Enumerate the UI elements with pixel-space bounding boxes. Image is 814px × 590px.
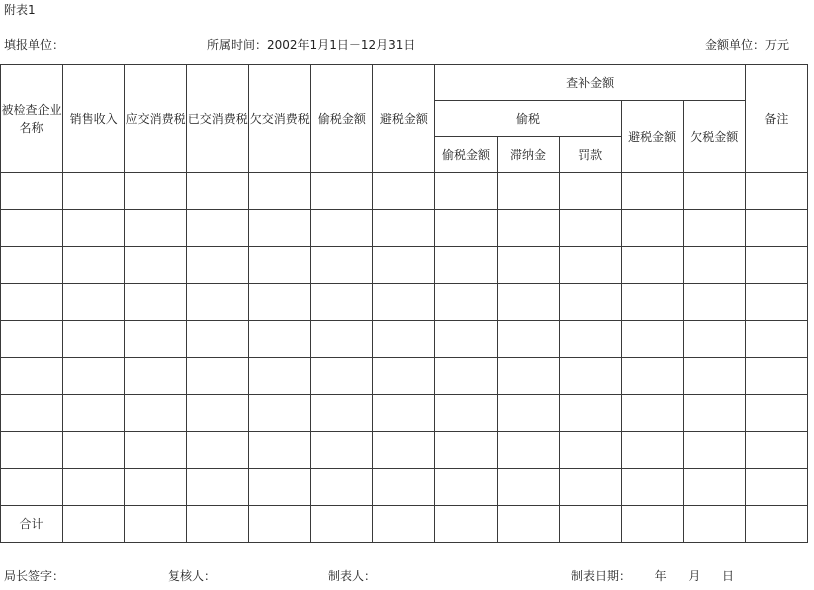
reporting-unit-label: 填报单位： [4, 38, 65, 52]
preparer-label: 制表人： [328, 569, 377, 583]
date-label: 制表日期： [571, 569, 632, 583]
date-day: 日 [722, 569, 735, 583]
header-consumption-tax-owed: 欠交消费税 [249, 65, 311, 173]
table-row [1, 469, 808, 506]
table-row [1, 432, 808, 469]
table-row [1, 247, 808, 284]
header-tax-avoidance-amount: 避税金额 [373, 65, 435, 173]
header-evasion-group: 偷税 [435, 101, 621, 137]
header-sup-avoidance-amount: 避税金额 [621, 101, 683, 173]
header-company-name: 被检查企业名称 [1, 65, 63, 173]
header-consumption-tax-paid: 已交消费税 [187, 65, 249, 173]
table-row [1, 395, 808, 432]
table-row [1, 358, 808, 395]
period-value: 2002年1月1日－12月31日 [267, 38, 416, 52]
director-signature-label: 局长签字： [4, 569, 65, 583]
header-evasion-sub-amount: 偷税金额 [435, 137, 497, 173]
header-penalty: 罚款 [559, 137, 621, 173]
header-sup-owed-amount: 欠税金额 [683, 101, 745, 173]
tax-inspection-table [0, 64, 808, 543]
total-label: 合计 [1, 506, 63, 543]
table-row [1, 173, 808, 210]
header-late-fee: 滞纳金 [497, 137, 559, 173]
total-row [1, 506, 808, 543]
reviewer-label: 复核人： [168, 569, 217, 583]
header-consumption-tax-payable: 应交消费税 [125, 65, 187, 173]
amount-unit-label: 金额单位：万元 [705, 38, 790, 52]
header-remarks: 备注 [745, 65, 807, 173]
header-supplementary-amount: 查补金额 [435, 65, 745, 101]
table-row [1, 210, 808, 247]
preparation-date [571, 569, 734, 583]
date-month: 月 [688, 569, 701, 583]
table-row [1, 284, 808, 321]
date-year: 年 [654, 569, 667, 583]
table-row [1, 321, 808, 358]
header-sales-revenue: 销售收入 [63, 65, 125, 173]
period-label: 所属时间： [207, 38, 268, 52]
period [207, 38, 415, 52]
table-caption: 附表1 [4, 3, 36, 17]
header-tax-evasion-amount: 偷税金额 [311, 65, 373, 173]
